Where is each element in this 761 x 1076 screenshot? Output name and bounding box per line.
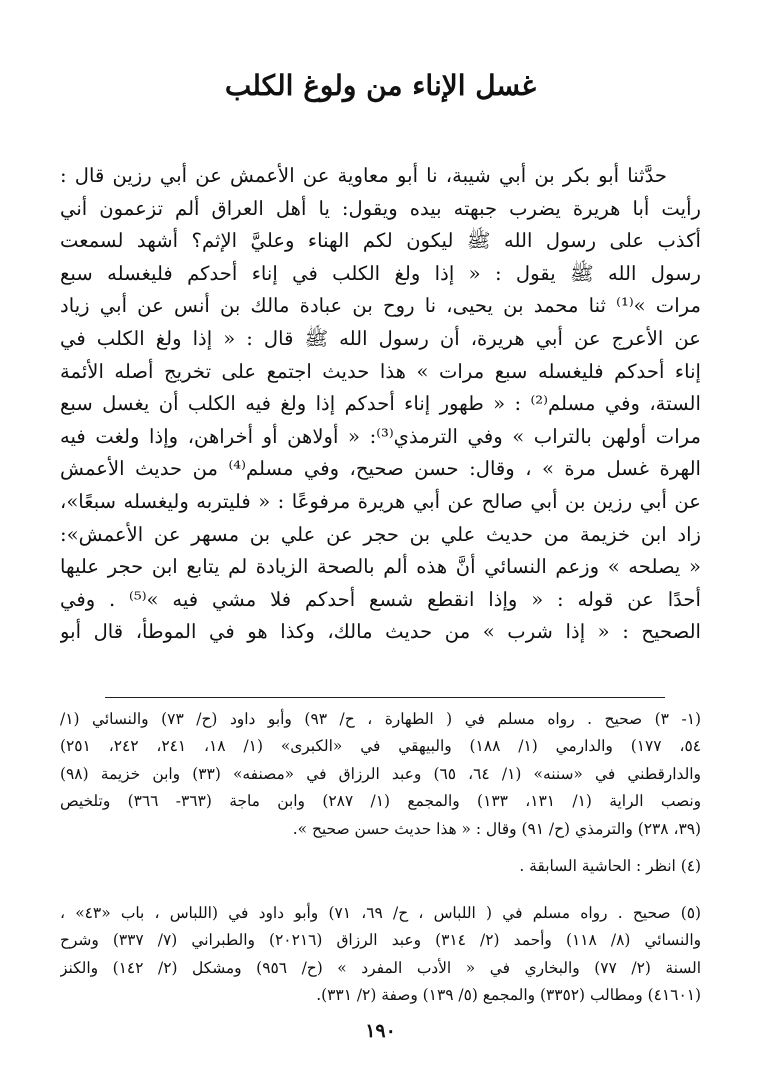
footnote-line: (٤) انظر : الحاشية السابقة . xyxy=(519,857,701,875)
text-line: حدَّثنا أبو بكر بن أبي شيبة، نا أبو معاوية عن الأعمش عن أبي رزين قال : xyxy=(60,164,667,187)
footnote-line: (٤١٦٠١) ومطالب (٣٣٥٢) والمجمع (٥/ ١٣٩) وصفة (٢/ ٣٣١). xyxy=(316,986,701,1005)
text-line: أحدًا عن قوله : « وإذا انقطع شسع أحدكم فلا مشي فيه »⁽⁵⁾ . وفي xyxy=(60,587,701,611)
main-text xyxy=(60,160,701,649)
text-line: زاد ابن خزيمة من حديث علي بن حجر عن علي بن مسهر عن الأعمش»: xyxy=(60,522,701,546)
footnote-line: السنة (٢/ ٧٧) والبخاري في « الأدب المفرد » (ح/ ٩٥٦) ومشكل (٢/ ١٤٢) والكنز xyxy=(60,958,701,977)
text-line: « يصلحه » وزعم النسائي أنَّ هذه ألم بالصحة الزيادة لم يتابع ابن حجر عليها xyxy=(60,555,701,579)
text-line: الهرة غسل مرة » ، وقال: حسن صحيح، وفي مسلم⁽⁴⁾ من حديث الأعمش xyxy=(60,457,701,481)
page-title: غسل الإناء من ولوغ الكلب xyxy=(224,69,537,102)
text-line: الصحيح : « إذا شرب » من حديث مالك، وكذا هو في الموطأ، قال أبو xyxy=(60,620,701,644)
footnote-line: ٥٤، ١٧٧) والدارمي (١/ ١٨٨) والبيهقي في «الكبرى» (١/ ١٨، ٢٤١، ٢٤٢، ٢٥١) xyxy=(60,737,701,756)
text-line: عن الأعرج عن أبي هريرة، أن رسول الله ﷺ قال : « إذا ولغ الكلب في xyxy=(60,326,701,350)
text-line: مرات أولهن بالتراب » وفي الترمذي⁽³⁾: « أولاهن أو أخراهن، وإذا ولغت فيه xyxy=(60,424,701,448)
text-line: الستة، وفي مسلم⁽²⁾ : « طهور إناء أحدكم إذا ولغ فيه الكلب أن يغسل سبع xyxy=(60,392,701,416)
text-line: أكذب على رسول الله ﷺ ليكون لكم الهناء وعليَّ الإثم؟ أشهد لسمعت xyxy=(60,229,701,253)
page-number: ١٩٠ xyxy=(365,1020,396,1042)
footnote-line: (٥) صحيح . رواه مسلم في ( اللباس ، ح/ ٦٩، ٧١) وأبو داود في (اللباس ، باب «٤٣» ، xyxy=(60,904,701,922)
footnote-1-3 xyxy=(60,706,701,843)
footnote-line: (٣٩، ٢٣٨) والترمذي (ح/ ٩١) وقال : « هذا حديث حسن صحيح ». xyxy=(292,819,701,838)
text-line: مرات »⁽¹⁾ ثنا محمد بن يحيى، نا روح بن عبادة مالك بن أنس عن أبي زياد xyxy=(60,294,701,318)
footnote-line: ونصب الراية (١/ ١٣١، ١٣٣) والمجمع (١/ ٢٨٧) وابن ماجة (٣٦٣- ٣٦٦) وتلخيص xyxy=(60,792,701,811)
text-line: إناء أحدكم فليغسله سبع مرات » هذا حديث اجتمع على تخريج أصله الأئمة xyxy=(60,359,701,383)
footnote-5 xyxy=(60,900,701,1010)
text-line: رسول الله ﷺ يقول : « إذا ولغ الكلب في إناء أحدكم فليغسله سبع xyxy=(60,261,701,285)
text-line: رأيت أبا هريرة يضرب جبهته بيده ويقول: يا أهل العراق ألم تزعمون أني xyxy=(60,196,701,220)
footnote-divider xyxy=(105,697,665,698)
footnote-line: والنسائي (٨/ ١١٨) وأحمد (٢/ ٣١٤) وعبد الرزاق (٢٠٢١٦) والطبراني (٧/ ٣٣٧) وشرح xyxy=(60,931,701,950)
text-line: عن أبي رزين بن أبي صالح عن أبي هريرة مرفوعًا : « فليتربه وليغسله سبعًا»، xyxy=(60,489,701,513)
footnote-line: (١- ٣) صحيح . رواه مسلم في ( الطهارة ، ح/ ٩٣) وأبو داود (ح/ ٧٣) والنسائي (١/ xyxy=(60,710,701,728)
footnote-4 xyxy=(60,853,701,880)
footnote-line: والدارقطني في «سننه» (١/ ٦٤، ٦٥) وعبد الرزاق في «مصنفه» (٣٣) وابن خزيمة (٩٨) xyxy=(60,764,701,783)
